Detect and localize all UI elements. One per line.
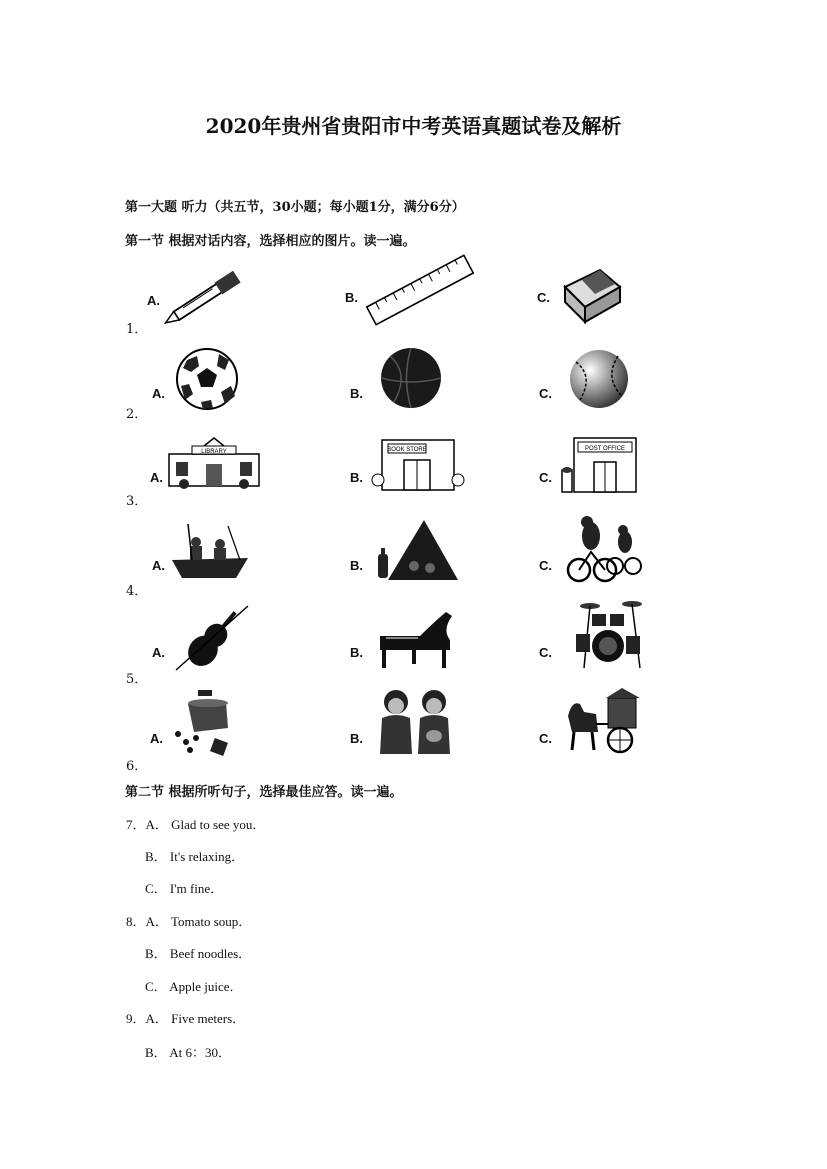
- q6-label-a: A.: [150, 731, 163, 746]
- soccer-ball-image: [175, 346, 239, 412]
- q2-number: 2．: [126, 407, 148, 422]
- cycling-image: [565, 514, 641, 586]
- baseball-image: [568, 348, 630, 410]
- q3-label-b: B.: [350, 470, 363, 485]
- q2-label-b: B.: [350, 386, 363, 401]
- violin-image: [172, 604, 252, 676]
- q2-label-c: C.: [539, 386, 552, 401]
- page-title: 2020年贵州省贵阳市中考英语真题试卷及解析: [205, 114, 622, 138]
- basketball-image: [380, 346, 442, 410]
- q6-label-c: C.: [539, 731, 552, 746]
- q1-label-b: B.: [345, 290, 358, 305]
- q8-option-a: A． Tomato soup．: [145, 914, 252, 929]
- q5-label-b: B.: [350, 645, 363, 660]
- q3-number: 3．: [126, 494, 148, 509]
- q9-line-a: [126, 1008, 245, 1027]
- post-office-image: [560, 432, 640, 494]
- q8-option-c: C． Apple juice．: [145, 979, 243, 994]
- q5-label-c: C.: [539, 645, 552, 660]
- q6-number: 6．: [126, 759, 148, 774]
- q7-option-a: A． Glad to see you．: [145, 817, 266, 832]
- camping-tent-image: [372, 518, 458, 584]
- q1-label-a: A.: [147, 293, 160, 308]
- q7-line-a: [126, 814, 265, 833]
- q7-number: 7．: [126, 817, 146, 832]
- q1-label-c: C.: [537, 290, 550, 305]
- q8-line-a: [126, 911, 251, 930]
- dolls-image: [378, 688, 454, 760]
- svg-text:LIBRARY: LIBRARY: [201, 449, 227, 455]
- q4-label-a: A.: [152, 558, 165, 573]
- part1-heading: 第一大题 听力（共五节，30小题；每小题1分，满分6分）: [125, 200, 465, 215]
- horse-carriage-image: [562, 688, 642, 754]
- library-image: [164, 432, 264, 490]
- q3-label-a: A.: [150, 470, 163, 485]
- q3-label-c: C.: [539, 470, 552, 485]
- section1-heading: 第一节 根据对话内容，选择相应的图片。读一遍。: [125, 234, 416, 249]
- svg-text:POST OFFICE: POST OFFICE: [585, 446, 625, 452]
- piano-image: [376, 606, 456, 670]
- q2-label-a: A.: [152, 386, 165, 401]
- q6-label-b: B.: [350, 731, 363, 746]
- q8-option-b: B． Beef noodles．: [145, 946, 252, 961]
- q5-label-a: A.: [152, 645, 165, 660]
- q8-number: 8．: [126, 914, 146, 929]
- q7-option-c: C． I'm fine．: [145, 881, 224, 896]
- q9-number: 9．: [126, 1011, 146, 1026]
- lantern-image: [168, 690, 248, 764]
- q4-label-b: B.: [350, 558, 363, 573]
- fishing-boat-image: [170, 518, 250, 582]
- q4-label-c: C.: [539, 558, 552, 573]
- q1-number: 1．: [126, 322, 148, 337]
- section2-heading: 第二节 根据所听句子，选择最佳应答。读一遍。: [125, 785, 403, 800]
- eraser-image: [560, 262, 625, 327]
- book-store-image: [372, 432, 464, 492]
- drums-image: [566, 598, 650, 670]
- svg-text:BOOK STORE: BOOK STORE: [387, 447, 427, 453]
- q4-number: 4．: [126, 584, 148, 599]
- pen-image: [165, 266, 255, 321]
- q9-option-a: A． Five meters．: [145, 1011, 246, 1026]
- q9-option-b: B． At 6：30．: [145, 1045, 231, 1060]
- q5-number: 5．: [126, 672, 148, 687]
- ruler-image: [365, 258, 475, 323]
- q7-option-b: B． It's relaxing．: [145, 849, 245, 864]
